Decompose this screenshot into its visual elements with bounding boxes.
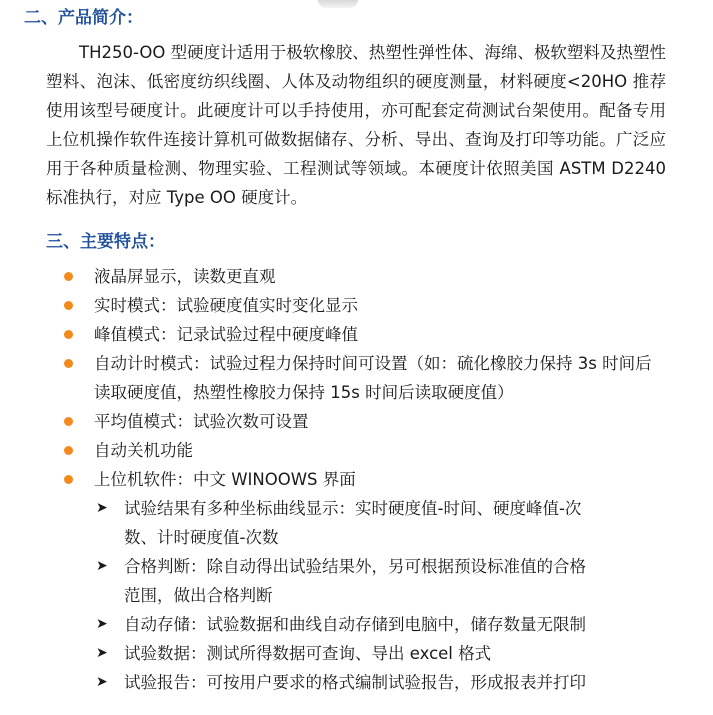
list-item — [0, 262, 713, 291]
subitem-text: 试验数据：测试所得数据可查询、导出 excel 格式 — [124, 644, 492, 663]
arrow-bullet-icon: ➤ — [96, 558, 108, 574]
product-image-edge — [318, 0, 358, 8]
feature-list — [0, 262, 713, 697]
bullet-dot-icon — [64, 272, 73, 281]
list-item — [0, 610, 653, 639]
bullet-dot-icon — [64, 417, 73, 426]
intro-paragraph: TH250-OO 型硬度计适用于极软橡胶、热塑性弹性体、海绵、极软塑料及热塑性塑料、泡沫、低密度纺织线圈、人体及动物组织的硬度测量，材料硬度<20HO 推荐使用该型号硬度计。此硬度计可以手持使用，亦可配套定荷测试台架使用。配备专用上位机操作软件连接计算机可做数据储存、分析、导出、查询及打印等功能。广泛应用于各种质量检测、物理实验、工程测试等领域。本硬度计依照美国 ASTM D2240 标准执行，对应 Type OO 硬度计。 — [46, 43, 666, 207]
list-item — [0, 494, 653, 552]
list-item — [0, 349, 713, 407]
list-item — [0, 552, 653, 610]
feature-text: 平均值模式：试验次数可设置 — [94, 412, 309, 431]
list-item — [0, 639, 653, 668]
software-subitem-list — [0, 494, 653, 697]
bullet-dot-icon — [64, 446, 73, 455]
arrow-bullet-icon: ➤ — [96, 645, 108, 661]
arrow-bullet-icon: ➤ — [96, 674, 108, 690]
list-item — [0, 436, 713, 465]
bullet-dot-icon — [64, 330, 73, 339]
bullet-dot-icon — [64, 475, 73, 484]
list-item — [0, 407, 713, 436]
bullet-dot-icon — [64, 359, 73, 368]
subitem-text: 试验报告：可按用户要求的格式编制试验报告，形成报表并打印 — [124, 673, 586, 692]
list-item — [0, 320, 713, 349]
subitem-text: 合格判断：除自动得出试验结果外，另可根据预设标准值的合格范围，做出合格判断 — [124, 557, 586, 605]
list-item — [0, 291, 713, 320]
bullet-dot-icon — [64, 301, 73, 310]
list-item — [0, 668, 653, 697]
list-item — [0, 465, 713, 697]
feature-text: 自动关机功能 — [94, 441, 193, 460]
feature-text: 峰值模式：记录试验过程中硬度峰值 — [94, 325, 358, 344]
feature-text: 自动计时模式：试验过程力保持时间可设置（如：硫化橡胶力保持 3s 时间后读取硬度值，热塑性橡胶力保持 15s 时间后读取硬度值） — [94, 354, 652, 402]
feature-text: 液晶屏显示，读数更直观 — [94, 267, 276, 286]
arrow-bullet-icon: ➤ — [96, 500, 108, 516]
arrow-bullet-icon: ➤ — [96, 616, 108, 632]
feature-text: 上位机软件：中文 WINOOWS 界面 — [94, 470, 356, 489]
subitem-text: 自动存储：试验数据和曲线自动存储到电脑中，储存数量无限制 — [124, 615, 586, 634]
feature-text: 实时模式：试验硬度值实时变化显示 — [94, 296, 358, 315]
section-heading-intro: 二、产品简介： — [24, 8, 143, 28]
subitem-text: 试验结果有多种坐标曲线显示：实时硬度值-时间、硬度峰值-次数、计时硬度值-次数 — [124, 499, 582, 547]
section-heading-features: 三、主要特点： — [46, 232, 165, 252]
